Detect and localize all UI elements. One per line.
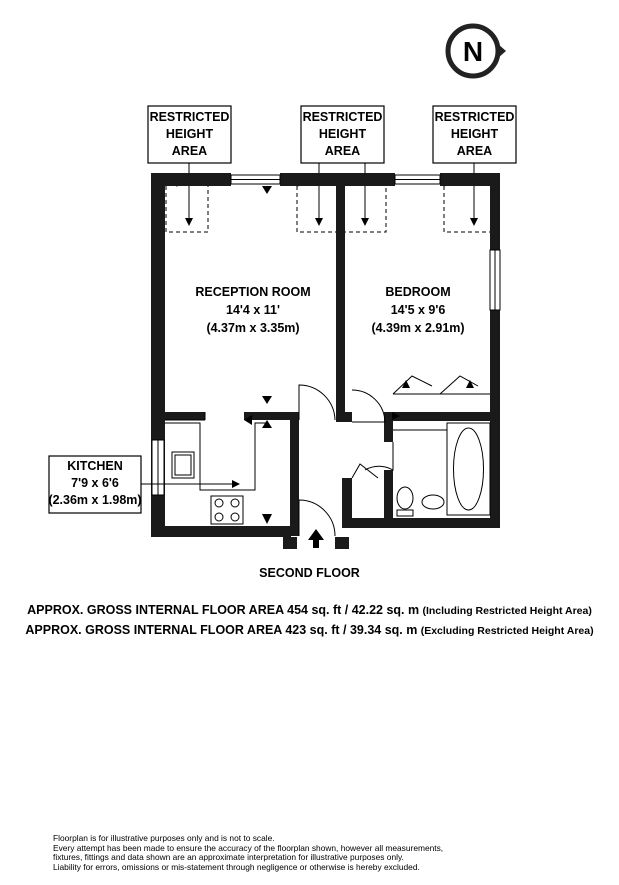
- svg-text:RESTRICTED: RESTRICTED: [434, 110, 515, 124]
- restricted-label-1: [148, 106, 231, 163]
- kitchen-label: [48, 456, 236, 513]
- restricted-label-3: [433, 106, 516, 163]
- svg-text:HEIGHT: HEIGHT: [318, 127, 367, 141]
- disclaimer-line: Every attempt has been made to ensure the accuracy of the floorplan shown, however all measurements,: [53, 842, 444, 853]
- svg-text:HEIGHT: HEIGHT: [165, 127, 214, 141]
- restricted-leader-lines: [189, 163, 474, 222]
- svg-text:14'5 x 9'6: 14'5 x 9'6: [390, 303, 446, 317]
- disclaimer-line: Floorplan is for illustrative purposes only and is not to scale.: [53, 833, 275, 843]
- gross-area-excluding-main: APPROX. GROSS INTERNAL FLOOR AREA 423 sq. ft / 39.34 sq. m: [25, 623, 418, 637]
- disclaimer-line: fixtures, fittings and data shown are an approximate interpretation for illustrative purposes only.: [53, 852, 404, 862]
- gross-area-including-note: (Including Restricted Height Area): [422, 605, 592, 617]
- svg-text:AREA: AREA: [324, 144, 361, 158]
- bathroom-fittings: [393, 423, 490, 516]
- compass-letter: N: [462, 36, 484, 67]
- svg-text:14'4 x 11': 14'4 x 11': [226, 303, 280, 317]
- entrance-arrow-icon: [308, 529, 324, 548]
- svg-text:RESTRICTED: RESTRICTED: [149, 110, 230, 124]
- restricted-label-2: [301, 106, 384, 163]
- wall-markers: [244, 186, 474, 524]
- exterior-walls: [151, 173, 500, 549]
- reception-room-label: [195, 285, 310, 335]
- svg-text:RECEPTION ROOM: RECEPTION ROOM: [195, 285, 311, 299]
- gross-area-excluding-note: (Excluding Restricted Height Area): [420, 625, 594, 637]
- compass-icon: [448, 26, 506, 76]
- svg-text:(4.39m x 2.91m): (4.39m x 2.91m): [371, 321, 465, 335]
- gross-area-including-main: APPROX. GROSS INTERNAL FLOOR AREA 454 sq. ft / 42.22 sq. m: [27, 603, 420, 617]
- svg-text:(2.36m x 1.98m): (2.36m x 1.98m): [48, 493, 142, 507]
- svg-text:AREA: AREA: [171, 144, 208, 158]
- kitchen-fittings: [165, 412, 268, 524]
- gross-area-including: [0, 603, 619, 617]
- disclaimer: [53, 834, 573, 872]
- disclaimer-line: Liability for errors, omissions or mis-statement through negligence or otherwise is hereby excluded.: [53, 861, 420, 872]
- svg-text:HEIGHT: HEIGHT: [450, 127, 499, 141]
- svg-text:(4.37m x 3.35m): (4.37m x 3.35m): [206, 321, 300, 335]
- doors: [165, 385, 393, 536]
- gross-area-excluding: [0, 623, 619, 637]
- svg-text:KITCHEN: KITCHEN: [67, 459, 123, 473]
- svg-text:BEDROOM: BEDROOM: [385, 285, 451, 299]
- floor-title: SECOND FLOOR: [259, 566, 360, 580]
- bedroom-label: [371, 285, 464, 335]
- svg-text:7'9 x 6'6: 7'9 x 6'6: [71, 476, 119, 490]
- svg-text:RESTRICTED: RESTRICTED: [302, 110, 383, 124]
- svg-text:AREA: AREA: [456, 144, 493, 158]
- windows: [152, 175, 500, 495]
